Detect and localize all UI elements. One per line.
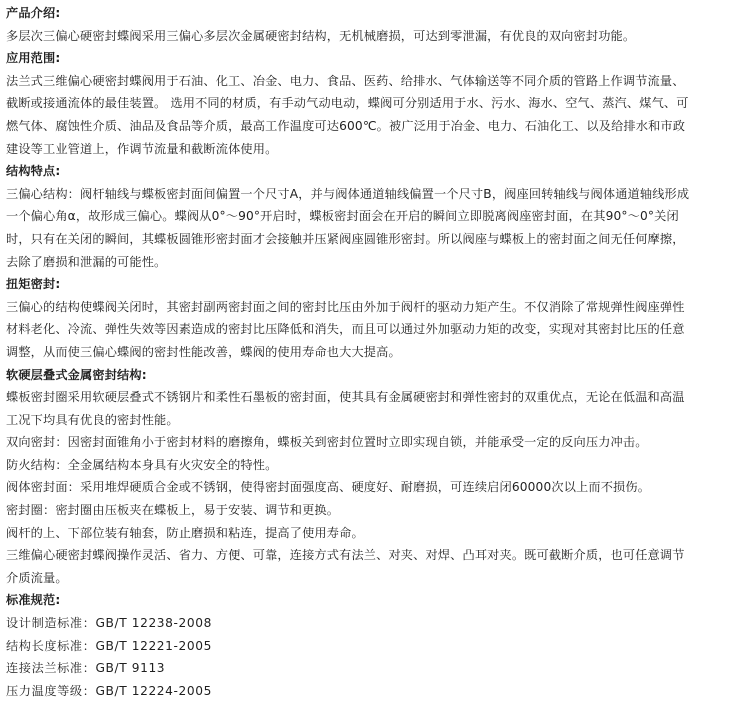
standard-line: 结构长度标准：GB/T 12221-2005 xyxy=(6,638,212,653)
body-line: 防火结构：全金属结构本身具有火灾安全的特性。 xyxy=(6,457,278,472)
body-line: 材料老化、冷流、弹性失效等因素造成的密封比压降低和消失，而且可以通过外加驱动力矩的改变，实现对其密封比压的任意 xyxy=(6,322,685,337)
body-line: 调整，从而使三偏心蝶阀的密封性能改善，蝶阀的使用寿命也大大提高。 xyxy=(6,344,401,359)
body-line: 阀杆的上、下部位装有轴套，防止磨损和粘连，提高了使用寿命。 xyxy=(6,525,364,540)
section-heading-standards: 标准规范: xyxy=(6,593,61,608)
body-line: 去除了磨损和泄漏的可能性。 xyxy=(6,254,167,269)
section-heading-torque-seal: 扭矩密封: xyxy=(6,277,61,292)
body-line: 法兰式三维偏心硬密封蝶阀用于石油、化工、冶金、电力、食品、医药、给排水、气体输送等不同介质的管路上作调节流量、 xyxy=(6,73,685,88)
body-line: 燃气体、腐蚀性介质、油品及食品等介质，最高工作温度可达600℃。被广泛用于冶金、电力、石油化工、以及给排水和市政 xyxy=(6,118,686,133)
body-line: 阀体密封面：采用堆焊硬质合金或不锈钢，使得密封面强度高、硬度好、耐磨损，可连续启闭60000次以上而不损伤。 xyxy=(6,480,651,495)
section-heading-application: 应用范围: xyxy=(6,51,61,66)
section-heading-intro: 产品介绍: xyxy=(6,6,61,20)
body-line: 介质流量。 xyxy=(6,570,68,585)
body-line: 三偏心结构：阀杆轴线与蝶板密封面间偏置一个尺寸A，并与阀体通道轴线偏置一个尺寸B，阀座回转轴线与阀体通道轴线形成 xyxy=(6,186,690,201)
body-line: 截断或接通流体的最佳装置。 选用不同的材质，有手动气动电动，蝶阀可分别适用于水、污水、海水、空气、蒸汽、煤气、可 xyxy=(6,96,689,111)
standard-line: 连接法兰标准：GB/T 9113 xyxy=(6,661,166,676)
body-line: 双向密封：因密封面锥角小于密封材料的磨擦角，蝶板关到密封位置时立即实现自锁，并能承受一定的反向压力冲击。 xyxy=(6,435,648,450)
body-line: 三偏心的结构使蝶阀关闭时，其密封副两密封面之间的密封比压由外加于阀杆的驱动力矩产生。不仅消除了常规弹性阀座弹性 xyxy=(6,299,685,314)
body-line: 密封圈：密封圈由压板夹在蝶板上，易于安装、调节和更换。 xyxy=(6,503,340,518)
body-line: 建设等工业管道上，作调节流量和截断流体使用。 xyxy=(6,141,278,156)
standard-line: 压力温度等级：GB/T 12224-2005 xyxy=(6,683,212,698)
body-line: 一个偏心角α，故形成三偏心。蝶阀从0°～90°开启时，蝶板密封面会在开启的瞬间立即脱离阀座密封面，在其90°～0°关闭 xyxy=(6,209,679,224)
standard-line: 设计制造标准：GB/T 12238-2008 xyxy=(6,616,212,631)
body-line: 工况下均具有优良的密封性能。 xyxy=(6,412,179,427)
body-line: 时，只有在关闭的瞬间，其蝶板圆锥形密封面才会接触并压紧阀座圆锥形密封。所以阀座与蝶板上的密封面之间无任何摩擦， xyxy=(6,231,685,246)
section-heading-laminated-seal: 软硬层叠式金属密封结构: xyxy=(6,367,147,382)
section-heading-structure: 结构特点: xyxy=(6,164,61,179)
body-line: 蝶板密封圈采用软硬层叠式不锈钢片和柔性石墨板的密封面，使其具有金属硬密封和弹性密封的双重优点，无论在低温和高温 xyxy=(6,390,685,405)
body-line: 多层次三偏心硬密封蝶阀采用三偏心多层次金属硬密封结构，无机械磨损，可达到零泄漏，有优良的双向密封功能。 xyxy=(6,28,636,43)
body-line: 三维偏心硬密封蝶阀操作灵活、省力、方便、可靠，连接方式有法兰、对夹、对焊、凸耳对夹。既可截断介质，也可任意调节 xyxy=(6,548,685,563)
